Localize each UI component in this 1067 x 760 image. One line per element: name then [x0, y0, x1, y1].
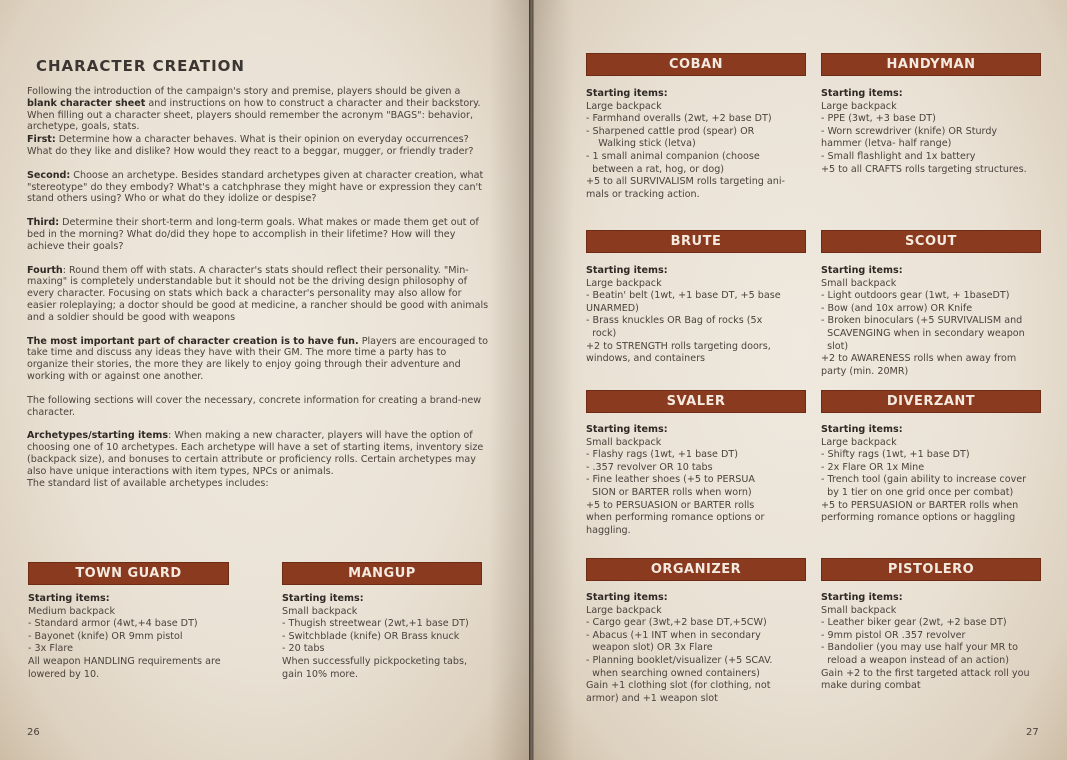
item-line: Small backpack	[282, 605, 358, 617]
second-paragraph: Second: Choose an archetype. Besides standard archetypes given at character creation, what "stereotype" do they embody? What's a catchphrase they might have or expression they can't stand others using? Who or what do they idolize or despise?	[27, 169, 484, 205]
item-line: Walking stick (letva)	[586, 138, 696, 150]
item-line: gain 10% more.	[282, 668, 359, 680]
item-line: - 2x Flare OR 1x Mine	[821, 461, 925, 473]
item-line: +5 to PERSUASION or BARTER rolls	[586, 499, 755, 511]
item-line: - 20 tabs	[282, 643, 325, 655]
starting-items-label: Starting items:	[282, 593, 364, 604]
item-line: between a rat, hog, or dog)	[586, 163, 725, 175]
item-line: - Planning booklet/visualizer (+5 SCAV.	[586, 654, 773, 666]
handyman-card	[821, 88, 1061, 176]
item-line: - Abacus (+1 INT when in secondary	[586, 629, 761, 641]
handyman-banner: HANDYMAN	[821, 53, 1041, 76]
right-page	[533, 0, 1067, 760]
archetypes-list-intro: The standard list of available archetypes includes:	[27, 477, 269, 489]
item-line: - Fine leather shoes (+5 to PERSUA	[586, 474, 755, 486]
page-number: 26	[27, 727, 40, 738]
starting-items-label: Starting items:	[821, 592, 903, 603]
mangup-banner: MANGUP	[282, 562, 482, 585]
pistolero-banner: PISTOLERO	[821, 558, 1041, 581]
item-line: - Sharpened cattle prod (spear) OR	[586, 125, 755, 137]
item-line: Medium backpack	[28, 605, 116, 617]
item-line: - Bow (and 10x arrow) OR Knife	[821, 302, 973, 314]
item-line: Large backpack	[586, 604, 662, 616]
item-line: Small backpack	[821, 277, 897, 289]
third-paragraph: Third: Determine their short-term and long-term goals. What makes or made them get out of bed in the morning? What do/did they hope to accomplish in their lifetime? How will they achieve their goals?	[27, 217, 479, 252]
item-line: lowered by 10.	[28, 668, 100, 680]
first-paragraph: First: Determine how a character behaves. What is their opinion on everyday occurrences? What do they like and dislike? How would they react to a beggar, mugger, or friendly trader?	[27, 134, 474, 157]
item-line: - 3x Flare	[28, 643, 74, 655]
item-line: Gain +1 clothing slot (for clothing, not	[586, 680, 771, 692]
diverzant-banner: DIVERZANT	[821, 390, 1041, 413]
item-line: +5 to PERSUASION or BARTER rolls when	[821, 499, 1019, 511]
item-line: make during combat	[821, 680, 921, 692]
item-line: +2 to AWARENESS rolls when away from	[821, 353, 1017, 365]
item-line: - Trench tool (gain ability to increase cover	[821, 474, 1027, 486]
item-line: - Beatin' belt (1wt, +1 base DT, +5 base	[586, 290, 781, 302]
item-line: when searching owned containers)	[586, 667, 760, 679]
starting-items-label: Starting items:	[586, 88, 668, 99]
starting-items-label: Starting items:	[586, 424, 668, 435]
item-line: - Shifty rags (1wt, +1 base DT)	[821, 449, 970, 461]
item-line: +5 to all SURVIVALISM rolls targeting ani-	[586, 176, 786, 188]
item-line: - Cargo gear (3wt,+2 base DT,+5CW)	[586, 617, 767, 629]
following-paragraph: The following sections will cover the necessary, concrete information for creating a brand-new character.	[27, 394, 482, 418]
item-line: hammer (letva- half range)	[821, 138, 952, 150]
item-line: windows, and containers	[586, 353, 706, 365]
item-line: When successfully pickpocketing tabs,	[282, 655, 468, 667]
starting-items-label: Starting items:	[586, 265, 668, 276]
item-line: by 1 tier on one grid once per combat)	[821, 486, 1014, 498]
item-line: rock)	[586, 327, 617, 339]
scout-banner: SCOUT	[821, 230, 1041, 253]
item-line: armor) and +1 weapon slot	[586, 692, 718, 704]
item-line: - Flashy rags (1wt, +1 base DT)	[586, 449, 738, 461]
organizer-card	[586, 592, 816, 705]
item-line: - PPE (3wt, +3 base DT)	[821, 113, 936, 125]
pistolero-card	[821, 592, 1061, 693]
item-line: performing romance options or haggling	[821, 512, 1016, 524]
starting-items-label: Starting items:	[821, 424, 903, 435]
coban-banner: COBAN	[586, 53, 806, 76]
item-line: +5 to all CRAFTS rolls targeting structures.	[821, 163, 1027, 175]
item-line: - Thugish streetwear (2wt,+1 base DT)	[282, 618, 469, 630]
item-line: - Switchblade (knife) OR Brass knuck	[282, 630, 460, 642]
item-line: Large backpack	[586, 100, 662, 112]
item-line: - .357 revolver OR 10 tabs	[586, 461, 713, 473]
organizer-banner: ORGANIZER	[586, 558, 806, 581]
item-line: - 9mm pistol OR .357 revolver	[821, 629, 966, 641]
town-guard-banner: TOWN GUARD	[28, 562, 229, 585]
svaler-card	[586, 424, 816, 537]
item-line: Large backpack	[821, 100, 897, 112]
item-line: Small backpack	[586, 436, 662, 448]
item-line: - Light outdoors gear (1wt, + 1baseDT)	[821, 290, 1010, 302]
blank-sheet-term: blank character sheet	[27, 97, 146, 109]
mangup-card	[282, 593, 512, 681]
starting-items-label: Starting items:	[28, 593, 110, 604]
item-line: UNARMED)	[586, 302, 639, 314]
item-line: - Bayonet (knife) OR 9mm pistol	[28, 630, 183, 642]
item-line: mals or tracking action.	[586, 188, 700, 200]
fun-paragraph: The most important part of character creation is to have fun. Players are encouraged to take time and discuss any ideas they have with their GM. The more time a party has to organize their stories, the more they are likely to enjoy going through their adventure and working with or against one another.	[27, 335, 488, 382]
item-line: - Small flashlight and 1x battery	[821, 150, 976, 162]
item-line: - Standard armor (4wt,+4 base DT)	[28, 618, 198, 630]
item-line: party (min. 20MR)	[821, 365, 909, 377]
svaler-banner: SVALER	[586, 390, 806, 413]
item-line: - Broken binoculars (+5 SURVIVALISM and	[821, 315, 1023, 327]
item-line: - 1 small animal companion (choose	[586, 150, 760, 162]
item-line: reload a weapon instead of an action)	[821, 654, 1009, 666]
item-line: - Farmhand overalls (2wt, +2 base DT)	[586, 113, 772, 125]
item-line: SION or BARTER rolls when worn)	[586, 486, 752, 498]
coban-card	[586, 88, 816, 201]
item-line: Gain +2 to the first targeted attack roll you	[821, 667, 1030, 679]
item-line: - Leather biker gear (2wt, +2 base DT)	[821, 617, 1007, 629]
left-page	[0, 0, 530, 760]
archetypes-paragraph: Archetypes/starting items: When making a new character, players will have the option of choosing one of 10 archetypes. Each archetype will have a set of starting items, inventory size (backpack size), and bonuses to certain attribute or proficiency rolls. Certain archetypes may also have unique interactions with item types, NPCs or animals.	[27, 430, 484, 477]
item-line: SCAVENGING when in secondary weapon	[821, 327, 1025, 339]
item-line: weapon slot) OR 3x Flare	[586, 642, 713, 654]
item-line: Large backpack	[586, 277, 662, 289]
brute-banner: BRUTE	[586, 230, 806, 253]
item-line: - Brass knuckles OR Bag of rocks (5x	[586, 315, 763, 327]
intro-paragraph: Following the introduction of the campaign's story and premise, players should be given a blank character sheet and instructions on how to construct a character and their backstory. When filling out a character sheet, players should remember the acronym "BAGS": behavior, archetype, goals, stats.	[27, 86, 481, 133]
item-line: - Bandolier (you may use half your MR to	[821, 642, 1018, 654]
item-line: All weapon HANDLING requirements are	[28, 655, 221, 667]
spine-shadow	[534, 0, 574, 760]
item-line: haggling.	[586, 524, 631, 536]
starting-items-label: Starting items:	[586, 592, 668, 603]
scout-card	[821, 265, 1061, 378]
starting-items-label: Starting items:	[821, 265, 903, 276]
page-title: CHARACTER CREATION	[36, 57, 245, 75]
starting-items-label: Starting items:	[821, 88, 903, 99]
page-number: 27	[1026, 727, 1039, 738]
brute-card	[586, 265, 816, 366]
item-line: when performing romance options or	[586, 512, 765, 524]
diverzant-card	[821, 424, 1061, 525]
town-guard-card	[28, 593, 258, 681]
body-text	[27, 86, 489, 489]
item-line: Small backpack	[821, 604, 897, 616]
item-line: Large backpack	[821, 436, 897, 448]
fourth-paragraph: Fourth: Round them off with stats. A character's stats should reflect their personality. "Min-maxing" is completely understandable but it should not be the driving design philosophy of every character. Focusing on stats which back a character's personality may also allow for easier roleplaying; a doctor should be good at medicine, a rancher should be good with animals and a soldier should be good with weapons	[27, 264, 489, 323]
item-line: - Worn screwdriver (knife) OR Sturdy	[821, 125, 998, 137]
item-line: slot)	[821, 340, 849, 352]
item-line: +2 to STRENGTH rolls targeting doors,	[586, 340, 771, 352]
